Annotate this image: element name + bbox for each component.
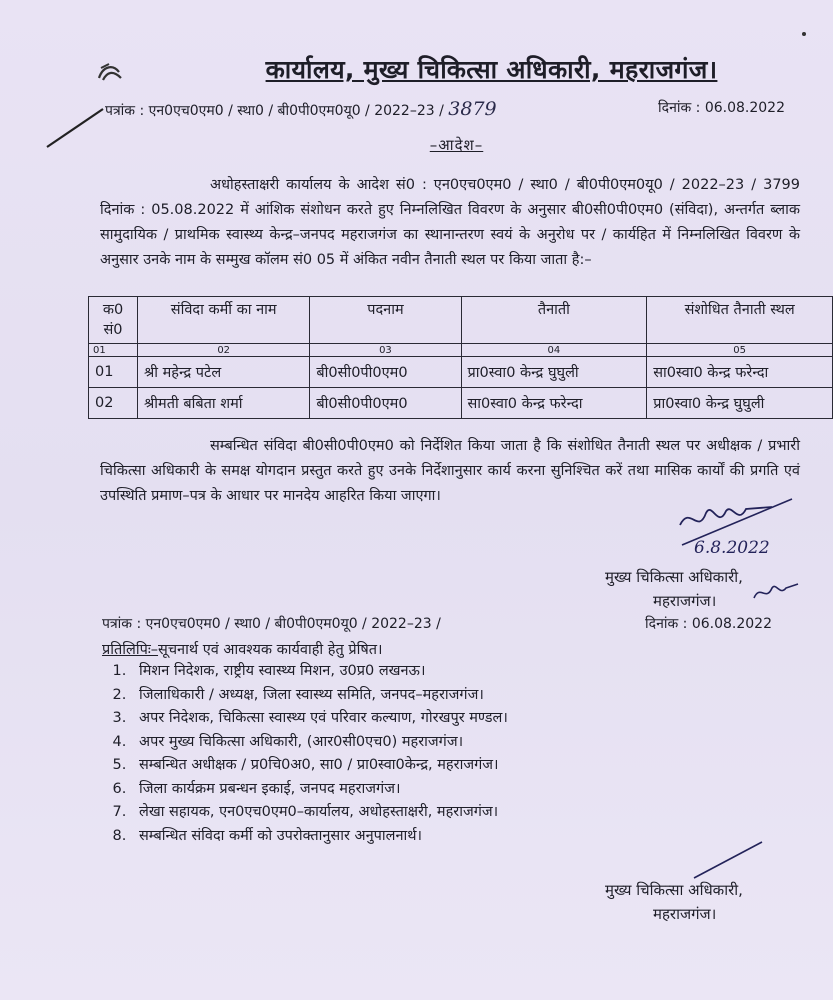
- scan-speck: [802, 32, 806, 36]
- signature-block: [605, 565, 743, 613]
- office-title: कार्यालय, मुख्य चिकित्सा अधिकारी, महराजगंज।: [265, 55, 718, 84]
- reference-line: [105, 98, 805, 120]
- copy-recipient-list: [103, 660, 508, 848]
- list-item: 7. लेखा सहायक, एन0एच0एम0–कार्यालय, अधोहस्ताक्षरी, महराजगंज।: [131, 801, 508, 825]
- reference-number: पत्रांक : एन0एच0एम0 / स्था0 / बी0पी0एम0यू0 / 2022–23 /: [105, 103, 444, 119]
- signature-stroke: [690, 838, 765, 883]
- copy-heading: [102, 639, 383, 659]
- cell-serial: 01: [89, 357, 138, 388]
- table-row: [89, 357, 833, 388]
- cell-designation: बी0सी0पी0एम0: [310, 388, 461, 419]
- cell-serial: 02: [89, 388, 138, 419]
- column-number: 01: [89, 344, 138, 357]
- cell-name: श्री महेन्द्र पटेल: [138, 357, 310, 388]
- list-item: 3. अपर निदेशक, चिकित्सा स्वास्थ्य एवं परिवार कल्याण, गोरखपुर मण्डल।: [131, 707, 508, 731]
- header-name: संविदा कर्मी का नाम: [138, 297, 310, 344]
- cell-revised-posting: सा0स्वा0 केन्द्र फरेन्दा: [647, 357, 833, 388]
- order-paragraph: अधोहस्ताक्षरी कार्यालय के आदेश सं0 : एन0एच0एम0 / स्था0 / बी0पी0एम0यू0 / 2022–23 / 3799 दिनांक : 05.08.2022 में आंशिक संशोधन करते हुए निम्नलिखित विवरण के अनुसार बी0सी0पी0एम0 (संविदा), अन्तर्गत ब्लाक सामुदायिक / प्राथमिक स्वास्थ्य केन्द्र–जनपद महराजगंज का स्थानान्तरण स्वयं के अनुरोध पर / कार्यहित में निम्नलिखित विवरण के अनुसार उनके नाम के सम्मुख कॉलम सं0 05 में अंकित नवीन तैनाती स्थल पर किया जाता है:–: [100, 177, 800, 268]
- header-revised-posting: संशोधित तैनाती स्थल: [647, 297, 833, 344]
- cell-designation: बी0सी0पी0एम0: [310, 357, 461, 388]
- copy-label: प्रतिलिपिः–: [102, 642, 159, 658]
- table-header-row: [89, 297, 833, 344]
- list-item: 4. अपर मुख्य चिकित्सा अधिकारी, (आर0सी0एच0) महराजगंज।: [131, 731, 508, 755]
- list-item: 6. जिला कार्यक्रम प्रबन्धन इकाई, जनपद महराजगंज।: [131, 778, 508, 802]
- list-item: 5. सम्बन्धित अधीक्षक / प्र0चि0अ0, सा0 / प्रा0स्वा0केन्द्र, महराजगंज।: [131, 754, 508, 778]
- handwritten-reference-number: 3879: [448, 98, 497, 120]
- list-item: 1. मिशन निदेशक, राष्ट्रीय स्वास्थ्य मिशन, उ0प्र0 लखनऊ।: [131, 660, 508, 684]
- instruction-paragraph: सम्बन्धित संविदा बी0सी0पी0एम0 को निर्देशित किया जाता है कि संशोधित तैनाती स्थल पर अधीक्षक / प्रभारी चिकित्सा अधिकारी के समक्ष योगदान प्रस्तुत करते हुए उनके निर्देशानुसार कार्य करना सुनिश्चित करें तथा मासिक कार्यों की प्रगति एवं उपस्थिति प्रमाण–पत्र के आधार पर मानदेय आहरित किया जाएगा।: [100, 438, 800, 504]
- copy-text: सूचनार्थ एवं आवश्यक कार्यवाही हेतु प्रेषित।: [158, 642, 383, 658]
- copy-reference-date: दिनांक : 06.08.2022: [645, 616, 772, 632]
- column-number: 05: [647, 344, 833, 357]
- header-designation: पदनाम: [310, 297, 461, 344]
- cell-posting: प्रा0स्वा0 केन्द्र घुघुली: [461, 357, 647, 388]
- copy-reference-line: [102, 614, 792, 633]
- letterhead: [0, 52, 833, 86]
- signatory-title: मुख्य चिकित्सा अधिकारी,: [605, 568, 743, 586]
- transfer-table: [88, 296, 833, 419]
- list-item: 8. सम्बन्धित संविदा कर्मी को उपरोक्तानुसार अनुपालनार्थ।: [131, 825, 508, 849]
- header-serial: क0 सं0: [89, 297, 138, 344]
- cell-posting: सा0स्वा0 केन्द्र फरेन्दा: [461, 388, 647, 419]
- column-number: 04: [461, 344, 647, 357]
- reference-date: दिनांक : 06.08.2022: [658, 100, 785, 116]
- signatory-location: महराजगंज।: [653, 592, 717, 610]
- cell-name: श्रीमती बबिता शर्मा: [138, 388, 310, 419]
- signatory-title: मुख्य चिकित्सा अधिकारी,: [605, 881, 743, 899]
- copy-reference-number: पत्रांक : एन0एच0एम0 / स्था0 / बी0पी0एम0यू0 / 2022–23 /: [102, 616, 441, 632]
- cell-revised-posting: प्रा0स्वा0 केन्द्र घुघुली: [647, 388, 833, 419]
- list-item: 2. जिलाधिकारी / अध्यक्ष, जिला स्वास्थ्य समिति, जनपद–महराजगंज।: [131, 684, 508, 708]
- column-number: 03: [310, 344, 461, 357]
- signature-scribble: [672, 495, 802, 560]
- header-posting: तैनाती: [461, 297, 647, 344]
- column-number-row: [89, 344, 833, 357]
- order-heading: –आदेश–: [429, 136, 484, 154]
- signature-date: 6.8.2022: [694, 538, 770, 558]
- table-row: [89, 388, 833, 419]
- signatory-location: महराजगंज।: [653, 905, 717, 923]
- initials-mark: [750, 580, 800, 605]
- column-number: 02: [138, 344, 310, 357]
- final-signature-block: [605, 878, 743, 926]
